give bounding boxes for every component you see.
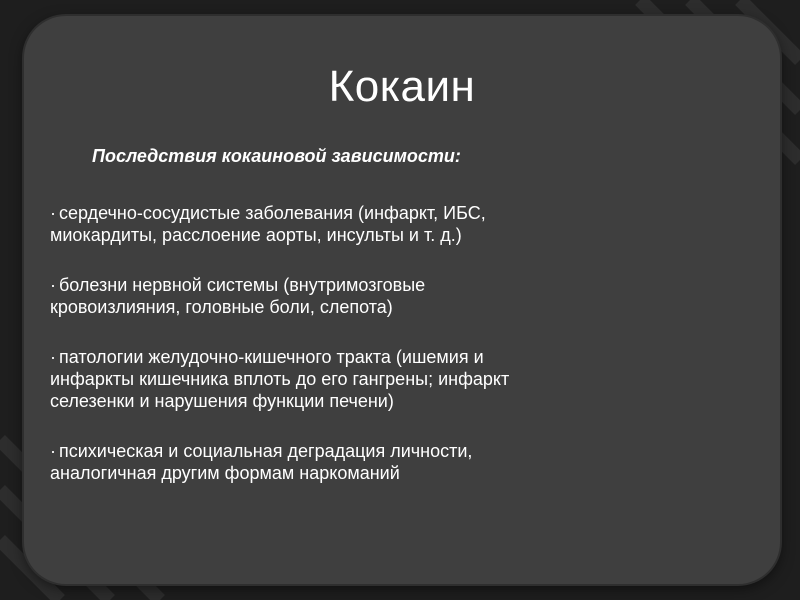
bullet-dot-icon: · [50, 347, 56, 367]
bullet-dot-icon: · [50, 203, 56, 223]
bullet-text-line: психическая и социальная деградация личности, [59, 441, 473, 461]
bullet-text-line: патологии желудочно-кишечного тракта (ишемия и [59, 347, 484, 367]
bullet-text-line: сердечно-сосудистые заболевания (инфаркт, ИБС, [59, 203, 486, 223]
bullet-text-line: кровоизлияния, головные боли, слепота) [50, 297, 393, 317]
bullet-item [50, 202, 750, 246]
slide-subtitle: Последствия кокаиновой зависимости: [92, 146, 461, 166]
bullet-item [50, 440, 750, 484]
bullet-text-line: аналогичная другим формам наркоманий [50, 463, 400, 483]
bullet-text-line: селезенки и нарушения функции печени) [50, 391, 394, 411]
bullet-list [50, 202, 750, 512]
slide-title: Кокаин [328, 62, 476, 111]
bullet-dot-icon: · [50, 275, 56, 295]
bullet-item [50, 346, 750, 412]
bullet-text-line: болезни нервной системы (внутримозговые [59, 275, 426, 295]
bullet-dot-icon: · [50, 441, 56, 461]
bullet-item [50, 274, 750, 318]
bullet-text-line: инфаркты кишечника вплоть до его гангрены; инфаркт [50, 369, 510, 389]
bullet-text-line: миокардиты, расслоение аорты, инсульты и т. д.) [50, 225, 462, 245]
content-panel [24, 16, 780, 584]
